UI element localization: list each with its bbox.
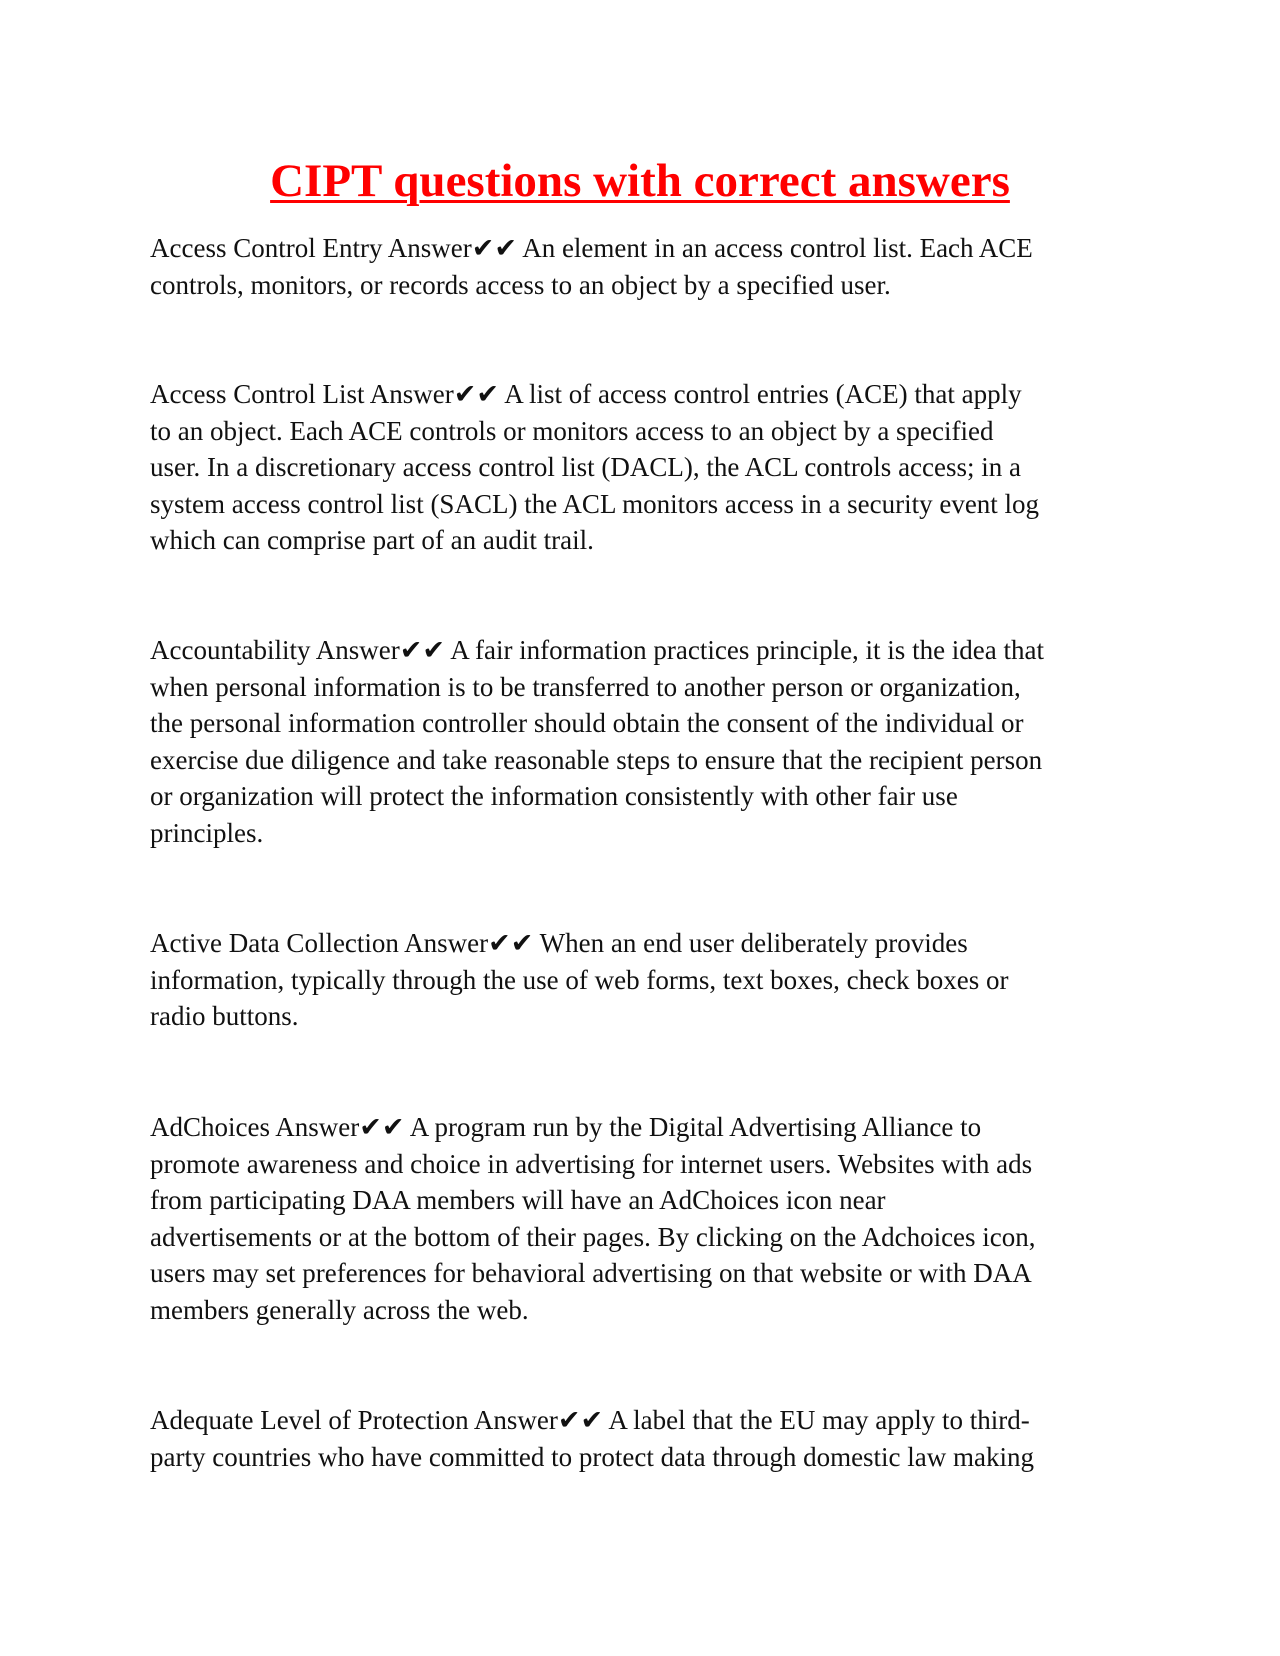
entry-line: from participating DAA members will have an AdChoices icon near [150,1185,886,1215]
entry-line: user. In a discretionary access control list (DACL), the ACL controls access; in a [150,452,1022,482]
entry-line: Adequate Level of Protection Answer✔✔ A label that the EU may apply to third- [150,1405,1030,1435]
entry-line: system access control list (SACL) the ACL monitors access in a security event log [150,488,1040,519]
entry-line: to an object. Each ACE controls or monitors access to an object by a specified [150,415,994,446]
entry-line: radio buttons. [150,1001,299,1031]
document-title: CIPT questions with correct answers [270,155,1010,207]
entry-line: principles. [150,817,264,848]
entry-line: Active Data Collection Answer✔✔ When an end user deliberately provides [150,928,968,958]
entry-line: information, typically through the use of web forms, text boxes, check boxes or [150,964,1009,995]
entry-line: Access Control Entry Answer✔✔ An element in an access control list. Each ACE [150,233,1033,263]
entry-line: Accountability Answer✔✔ A fair information practices principle, it is the idea that [150,635,1045,665]
entry-line: controls, monitors, or records access to an object by a specified user. [150,269,891,300]
entry-adchoices [150,1109,1130,1328]
entry-line: members generally across the web. [150,1294,529,1325]
entry-line: promote awareness and choice in advertising for internet users. Websites with ads [150,1148,1033,1179]
entry-access-control-list [150,376,1130,559]
entry-line: users may set preferences for behavioral advertising on that website or with DAA [150,1258,1032,1288]
entry-line: when personal information is to be transferred to another person or organization, [150,671,1021,702]
entry-accountability [150,632,1130,851]
entry-line: party countries who have committed to protect data through domestic law making [150,1441,1035,1472]
entry-line: or organization will protect the information consistently with other fair use [150,781,958,811]
entry-access-control-entry [150,230,1130,303]
entry-line: AdChoices Answer✔✔ A program run by the Digital Advertising Alliance to [150,1112,982,1142]
entry-line: which can comprise part of an audit trail. [150,525,594,555]
entry-line: advertisements or at the bottom of their pages. By clicking on the Adchoices icon, [150,1221,1036,1252]
entry-line: the personal information controller should obtain the consent of the individual or [150,708,1024,738]
entry-adequate-level-of-protection [150,1402,1130,1475]
entry-line: Access Control List Answer✔✔ A list of access control entries (ACE) that apply [150,379,1022,409]
entry-line: exercise due diligence and take reasonable steps to ensure that the recipient person [150,744,1043,775]
entry-active-data-collection [150,925,1130,1035]
